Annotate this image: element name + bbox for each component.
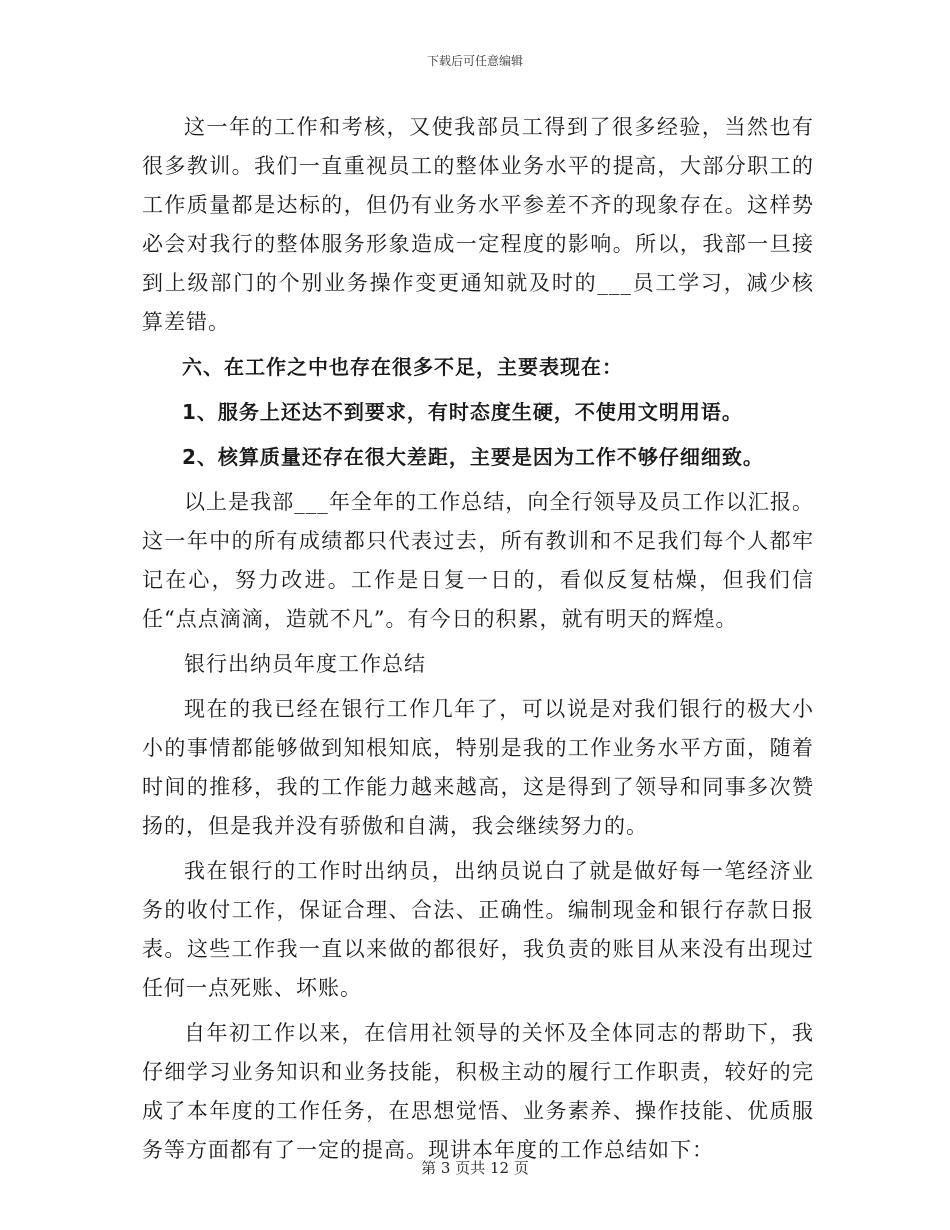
paragraph-cashier-duties: 我在银行的工作时出纳员，出纳员说白了就是做好每一笔经济业务的收付工作，保证合理、合法、正确性。编制现金和银行存款日报表。这些工作我一直以来做的都很好，我负责的账目从来没有出现过任何一点死账、坏账。 — [142, 859, 814, 1000]
page-header: 下载后可任意编辑 — [426, 54, 523, 68]
page-footer: 第 3 页共 12 页 — [421, 1159, 529, 1177]
document-body — [142, 108, 814, 1176]
paragraph-years-at-bank: 现在的我已经在银行工作几年了，可以说是对我们银行的极大小小的事情都能够做到知根知底，特别是我的工作业务水平方面，随着时间的推移，我的工作能力越来越高，这是得到了领导和同事多次赞扬的，但是我并没有骄傲和自满，我会继续努力的。 — [142, 697, 814, 838]
paragraph-year-start: 自年初工作以来，在信用社领导的关怀及全体同志的帮助下，我仔细学习业务知识和业务技能，积极主动的履行工作职责，较好的完成了本年度的工作任务，在思想觉悟、业务素养、操作技能、优质服务等方面都有了一定的提高。现讲本年度的工作总结如下： — [142, 1021, 814, 1162]
paragraph-experience: 这一年的工作和考核，又使我部员工得到了很多经验，当然也有很多教训。我们一直重视员工的整体业务水平的提高，大部分职工的工作质量都是达标的，但仍有业务水平参差不齐的现象存在。这样势必会对我行的整体服务形象造成一定程度的影响。所以，我部一旦接到上级部门的个别业务操作变更通知就及时的___员工学习，减少核算差错。 — [142, 115, 814, 334]
section-heading-shortcomings: 六、在工作之中也存在很多不足，主要表现在： — [182, 355, 623, 379]
shortcoming-item-2: 2、核算质量还存在很大差距，主要是因为工作不够仔细细致。 — [182, 445, 764, 469]
document-subtitle: 银行出纳员年度工作总结 — [184, 652, 426, 676]
paragraph-summary: 以上是我部___年全年的工作总结，向全行领导及员工作以汇报。这一年中的所有成绩都只代表过去，所有教训和不足我们每个人都牢记在心，努力改进。工作是日复一日的，看似反复枯燥，但我们信任“点点滴滴，造就不凡”。有今日的积累，就有明天的辉煌。 — [142, 490, 814, 631]
shortcoming-item-1: 1、服务上还达不到要求，有时态度生硬，不使用文明用语。 — [182, 400, 743, 424]
